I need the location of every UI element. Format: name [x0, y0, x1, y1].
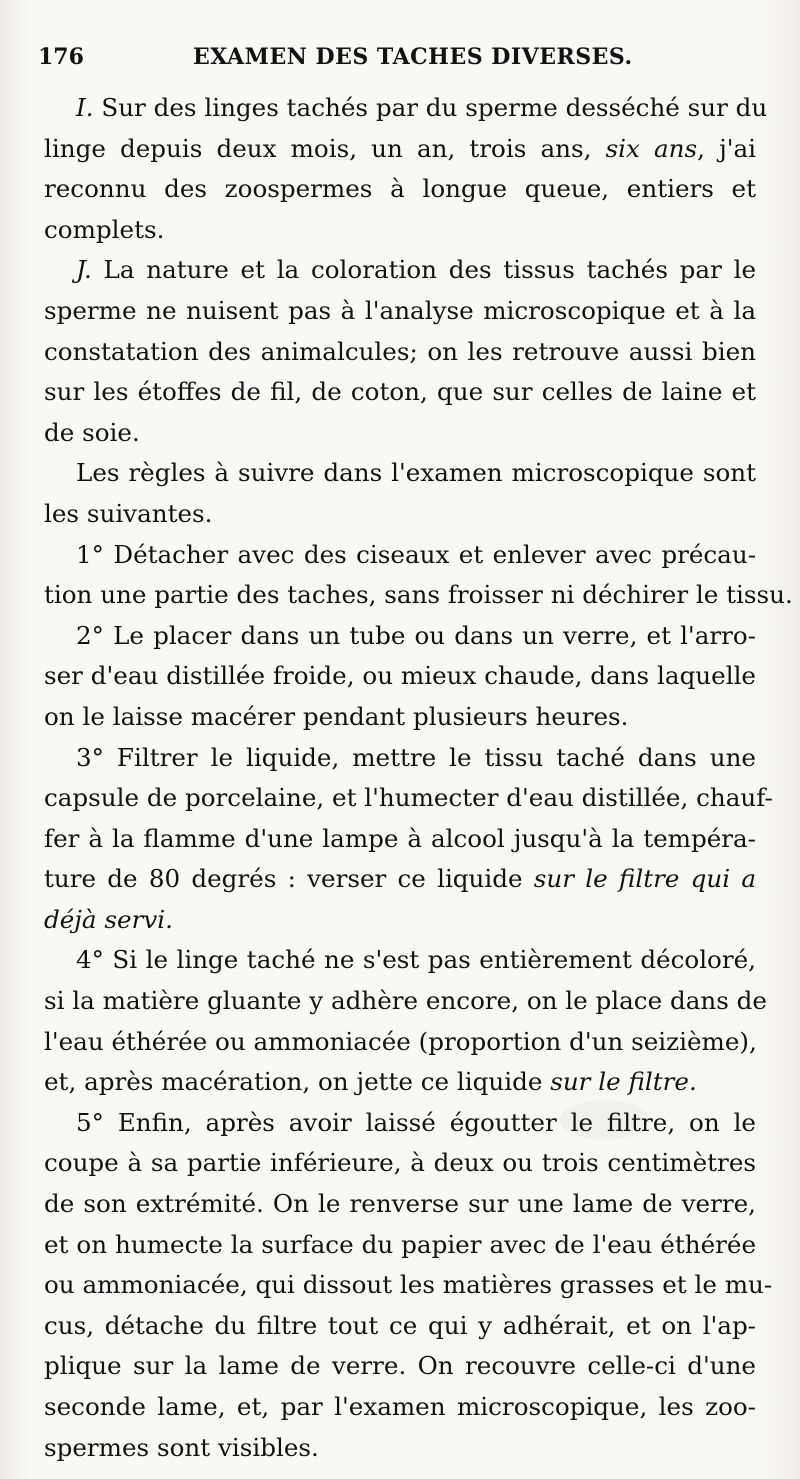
running-title: EXAMEN DES TACHES DIVERSES.: [193, 44, 633, 70]
text-line: les suivantes.: [44, 498, 213, 528]
text-line: tion une partie des taches, sans froisser ni déchirer le tissu.: [44, 580, 793, 610]
text-line: sperme ne nuisent pas à l'analyse microscopique et à la: [44, 295, 756, 325]
text-line: J. La nature et la coloration des tissus tachés par le: [76, 255, 756, 285]
text-line: de son extrémité. On le renverse sur une lame de verre,: [44, 1189, 756, 1219]
text-line: complets.: [44, 214, 165, 244]
text-line: capsule de porcelaine, et l'humecter d'eau distillée, chauf-: [44, 783, 773, 813]
text-line: cus, détache du filtre tout ce qui y adhérait, et on l'ap-: [44, 1310, 756, 1340]
text-line: coupe à sa partie inférieure, à deux ou trois centimètres: [44, 1148, 756, 1178]
text-line: 4° Si le linge taché ne s'est pas entièrement décoloré,: [76, 945, 756, 975]
text-line: spermes sont visibles.: [44, 1432, 319, 1462]
text-line: fer à la flamme d'une lampe à alcool jusqu'à la tempéra-: [44, 823, 756, 853]
text-line: déjà servi.: [44, 904, 173, 934]
text-line: 5° Enfin, après avoir laissé égoutter le filtre, on le: [76, 1107, 756, 1137]
page-number: 176: [38, 44, 84, 70]
text-line: 2° Le placer dans un tube ou dans un verre, et l'arro-: [76, 620, 756, 650]
text-line: 3° Filtrer le liquide, mettre le tissu taché dans une: [76, 742, 756, 772]
text-line: Les règles à suivre dans l'examen microscopique sont: [76, 458, 756, 488]
text-line: seconde lame, et, par l'examen microscopique, les zoo-: [44, 1392, 756, 1421]
text-line: plique sur la lame de verre. On recouvre celle-ci d'une: [44, 1351, 756, 1381]
text-line: linge depuis deux mois, un an, trois ans, six ans, j'ai: [44, 133, 756, 163]
text-line: l'eau éthérée ou ammoniacée (proportion d'un seizième),: [44, 1026, 757, 1056]
text-line: I. Sur des linges tachés par du sperme desséché sur du: [76, 93, 768, 122]
text-line: 1° Détacher avec des ciseaux et enlever avec précau-: [76, 539, 756, 569]
text-line: sur les étoffes de fil, de coton, que sur celles de laine et: [44, 377, 756, 407]
page-header: [38, 44, 758, 80]
body-text: [44, 88, 793, 1468]
text-line: on le laisse macérer pendant plusieurs heures.: [44, 701, 629, 731]
text-line: ture de 80 degrés : verser ce liquide sur le filtre qui a: [44, 864, 756, 894]
text-line: si la matière gluante y adhère encore, on le place dans de: [44, 986, 767, 1016]
text-line: et on humecte la surface du papier avec de l'eau éthérée: [44, 1229, 756, 1259]
text-line: reconnu des zoospermes à longue queue, entiers et: [44, 174, 756, 204]
text-line: ser d'eau distillée froide, ou mieux chaude, dans laquelle: [44, 661, 756, 691]
text-line: constatation des animalcules; on les retrouve aussi bien: [44, 336, 756, 366]
text-line: et, après macération, on jette ce liquide sur le filtre.: [44, 1067, 697, 1097]
text-line: ou ammoniacée, qui dissout les matières grasses et le mu-: [44, 1270, 773, 1300]
text-line: de soie.: [44, 417, 140, 447]
